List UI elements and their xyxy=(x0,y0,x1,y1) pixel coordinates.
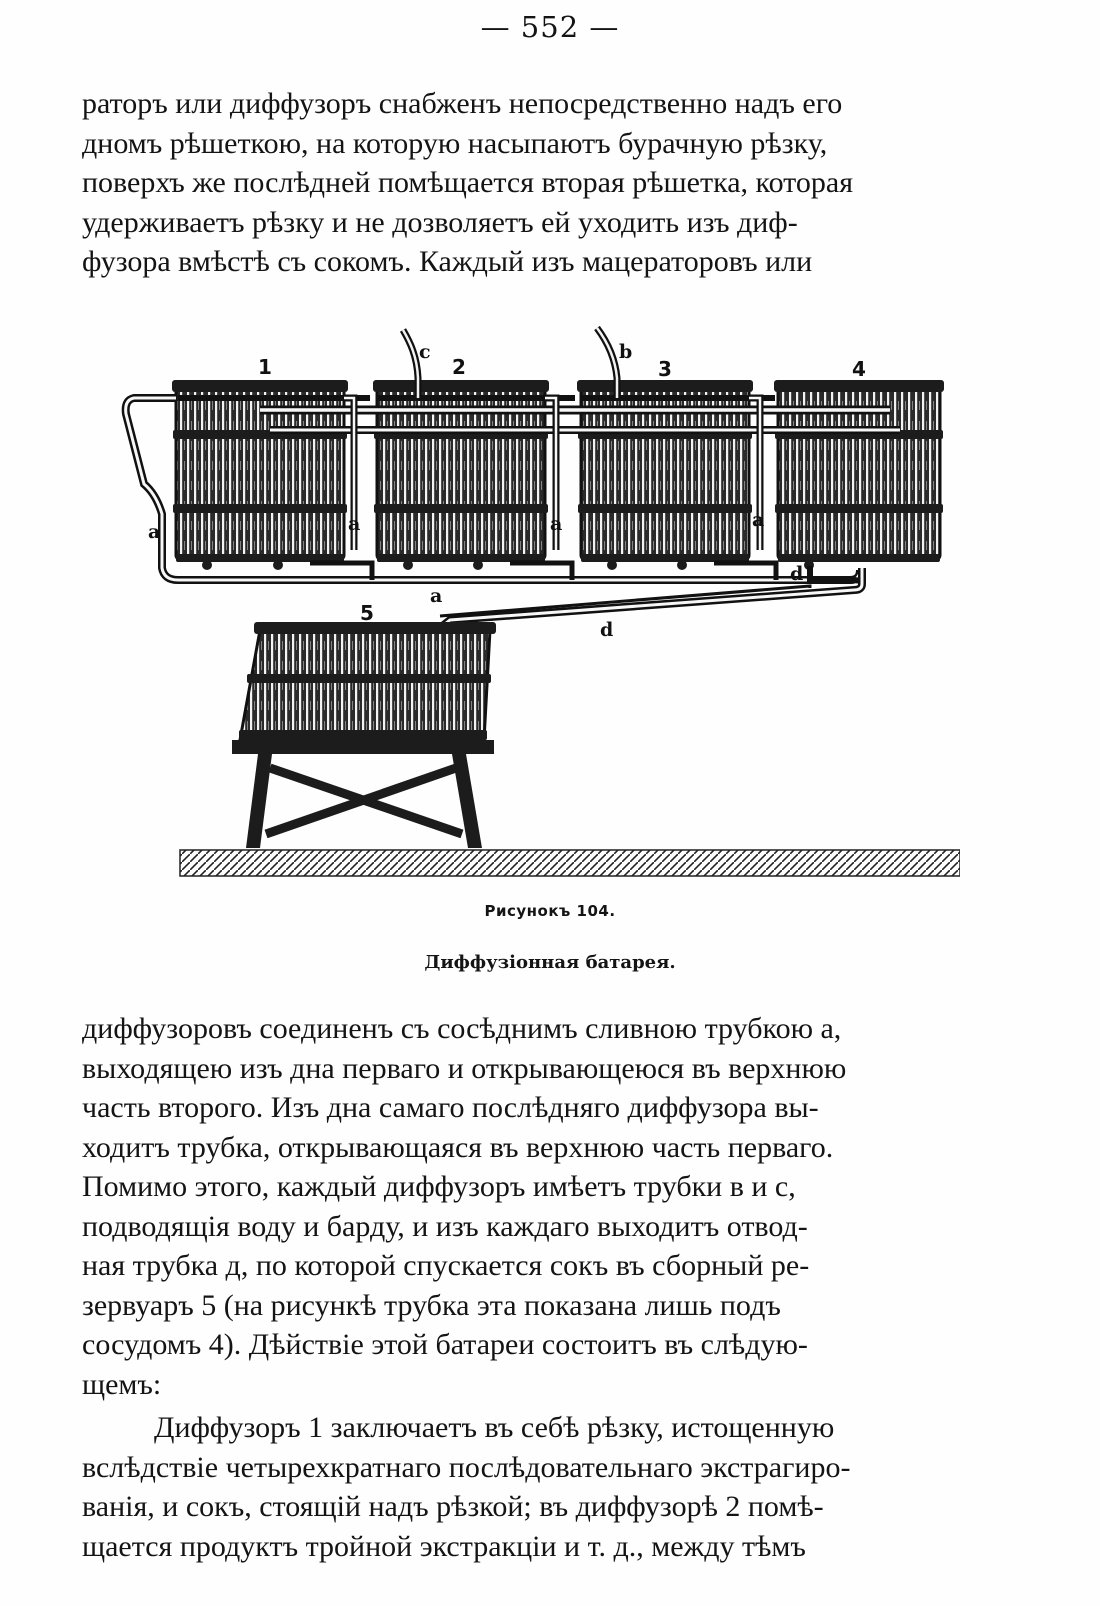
text-line: фузора вмѣстѣ съ сокомъ. Каждый изъ мацераторовъ или xyxy=(82,245,813,278)
text-line: ванія, и сокъ, стоящій надъ рѣзкой; въ диффузорѣ 2 помѣ- xyxy=(82,1490,824,1523)
text-block-bottom xyxy=(82,1009,995,1566)
text-line: поверхъ же послѣдней помѣщается вторая рѣшетка, которая xyxy=(82,166,854,199)
text-line: ходитъ трубка, открывающаяся въ верхнюю часть перваго. xyxy=(82,1130,834,1164)
pipe-label-a-5: a xyxy=(430,585,443,607)
page-number: — 552 — xyxy=(480,10,620,44)
text-line: раторъ или диффузоръ снабженъ непосредственно надъ его xyxy=(82,87,843,120)
vat-label-4: 4 xyxy=(852,357,866,381)
pipe-label-a-2: a xyxy=(348,513,361,535)
text-line: часть второго. Изъ дна самаго послѣдняго диффузора вы- xyxy=(82,1091,819,1124)
text-line: выходящею изъ дна перваго и открывающеюся въ верхнюю xyxy=(82,1051,847,1085)
text-line: щается продуктъ тройной экстракціи и т. д., между тѣмъ xyxy=(82,1529,806,1563)
text-line: ная трубка д, по которой спускается сокъ въ сборный ре- xyxy=(82,1249,810,1282)
vat-label-2: 2 xyxy=(452,355,466,379)
figure-number: Рисунокъ 104. xyxy=(484,902,616,920)
vat-label-5: 5 xyxy=(360,601,374,625)
pipe-label-c: c xyxy=(419,341,431,363)
figure-caption: Диффузіонная батарея. xyxy=(424,952,676,973)
text-line: вслѣдствіе четырехкратнаго послѣдовательнаго экстрагиро- xyxy=(82,1450,851,1484)
text-line: удерживаетъ рѣзку и не дозволяетъ ей уходить изъ диф- xyxy=(82,205,798,239)
pipe-label-a-3: a xyxy=(550,513,563,535)
pipe-label-d-1: d xyxy=(790,563,804,585)
pipe-label-b: b xyxy=(619,341,633,363)
pipe-label-a-4: a xyxy=(752,509,765,531)
text-line: зервуаръ 5 (на рисункѣ трубка эта показана лишь подъ xyxy=(82,1288,781,1322)
text-line: сосудомъ 4). Дѣйствіе этой батареи состоитъ въ слѣдую- xyxy=(82,1328,808,1361)
text-line: диффузоровъ соединенъ съ сосѣднимъ сливною трубкою а, xyxy=(82,1012,842,1045)
text-line: Диффузоръ 1 заключаетъ въ себѣ рѣзку, истощенную xyxy=(154,1411,835,1444)
diffusion-battery-illustration xyxy=(110,318,960,893)
ground xyxy=(180,850,960,876)
pipe-label-d-2: d xyxy=(600,619,614,641)
paragraph-2 xyxy=(82,1408,995,1566)
vat-label-3: 3 xyxy=(658,357,672,381)
text-line: подводящія воду и барду, и изъ каждаго выходитъ отвод- xyxy=(82,1209,808,1243)
diffusion-battery-figure xyxy=(110,318,960,893)
collecting-vat-5 xyxy=(239,622,496,740)
text-line: щемъ: xyxy=(82,1367,162,1401)
pipe-label-a-1: a xyxy=(148,521,161,543)
text-line: Помимо этого, каждый диффузоръ имѣетъ трубки в и с, xyxy=(82,1170,796,1203)
text-block-top xyxy=(82,84,995,282)
text-line: дномъ рѣшеткою, на которую насыпаютъ бурачную рѣзку, xyxy=(82,126,828,160)
vat-stand xyxy=(232,740,494,848)
vat-label-1: 1 xyxy=(258,355,272,379)
